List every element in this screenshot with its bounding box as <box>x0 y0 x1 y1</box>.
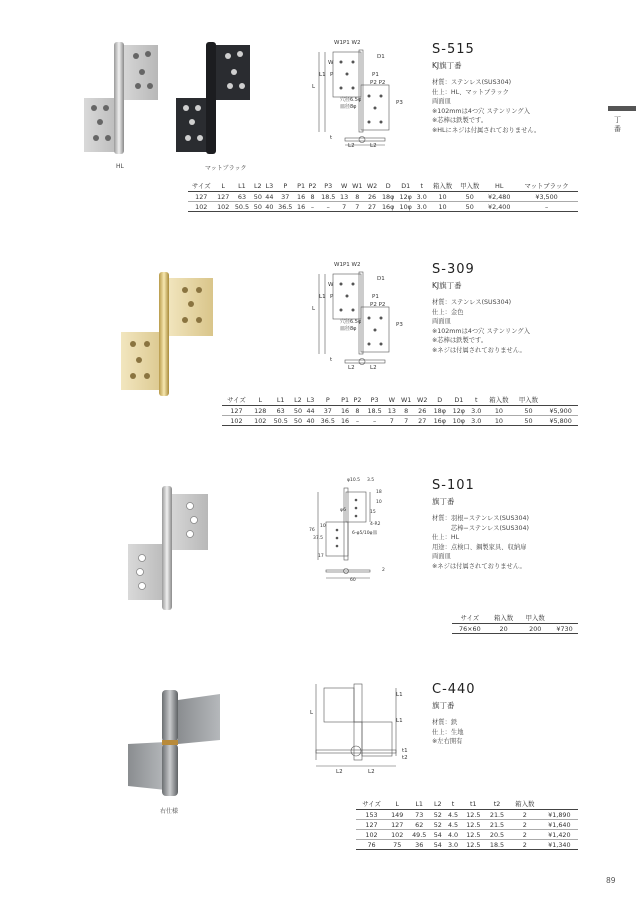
table-cell: 62 <box>407 820 431 830</box>
s309-product-name: KJ旗丁番 <box>432 281 462 290</box>
table-cell: 127 <box>387 820 407 830</box>
table-header: L3 <box>304 394 317 406</box>
table-cell: 16 <box>339 406 352 416</box>
table-cell: 18.5 <box>364 406 386 416</box>
s515-dim-w1p1w2: W1P1 W2 <box>334 40 361 46</box>
table-header: D <box>430 394 449 406</box>
table-cell: ¥1,340 <box>541 840 578 850</box>
table-row <box>188 202 578 212</box>
s309-product-code: S-309 <box>432 262 475 277</box>
table-cell: 44 <box>304 406 317 416</box>
s101-dim-35: 3.5 <box>367 478 375 483</box>
c440-product-name: 旗丁番 <box>432 701 455 710</box>
table-row <box>356 840 578 850</box>
table-header: t <box>445 798 462 810</box>
table-cell: 44 <box>265 192 274 201</box>
s309-dim-p3: P3 <box>396 322 403 328</box>
s515-dim-p3: P3 <box>396 100 403 106</box>
table-cell: 40 <box>304 416 317 426</box>
table-cell: 18φ <box>430 406 449 416</box>
table-cell: 50 <box>292 406 305 416</box>
table-cell: 3.0 <box>414 192 428 202</box>
s515-dim-p: P <box>330 72 334 78</box>
table-cell: 10 <box>429 202 456 212</box>
table-header: 箱入数 <box>488 612 520 624</box>
table-cell: 50 <box>514 416 544 426</box>
table-cell: 52 <box>431 820 445 830</box>
s515-price-table <box>188 180 578 212</box>
s101-dim-d105: φ10.5 <box>347 478 360 483</box>
sidebar-tab-label: 丁番 <box>614 116 621 133</box>
table-header: P3 <box>364 394 386 406</box>
table-header: P3 <box>318 180 338 192</box>
table-cell: ¥1,420 <box>541 830 578 840</box>
table-cell: – <box>351 416 363 426</box>
s515-technical-drawing <box>315 40 415 150</box>
table-cell: 10 <box>429 192 456 202</box>
table-cell: 49.5 <box>407 830 431 840</box>
table-cell: 127 <box>188 192 215 202</box>
table-cell: ¥3,500 <box>515 192 578 202</box>
table-cell: 8 <box>398 406 414 416</box>
table-header: P2 <box>351 394 363 406</box>
s309-gold-hinge-photo <box>115 270 225 400</box>
s309-dim-hole: 穴径6.5φ <box>340 319 362 325</box>
table-header-row <box>452 612 578 624</box>
s101-dim-d6: φ6 <box>340 508 346 513</box>
table-cell: 76×60 <box>452 624 488 634</box>
table-header: P <box>317 394 339 406</box>
table-row <box>188 192 578 202</box>
table-header: L2 <box>431 798 445 810</box>
table-row <box>356 830 578 840</box>
c440-specs <box>432 718 463 747</box>
s101-dim-10b: 10 <box>376 500 382 505</box>
table-cell: 18.5 <box>485 840 509 850</box>
table-cell: 2 <box>509 830 541 840</box>
c440-dim-l1b: L1 <box>396 718 403 724</box>
s309-spec-line: 仕上：金色 <box>432 308 464 316</box>
s101-steel-hinge-photo <box>118 484 218 614</box>
table-cell: 102 <box>215 202 232 212</box>
table-cell: 7 <box>398 416 414 426</box>
table-header: D1 <box>449 394 468 406</box>
table-cell: 50 <box>456 192 483 202</box>
table-cell: 8 <box>350 192 365 202</box>
table-cell: 3.0 <box>414 202 428 212</box>
table-cell: 16 <box>297 202 306 211</box>
c440-technical-drawing <box>310 680 410 780</box>
s101-dim-10a: 10 <box>320 524 326 529</box>
s515-specs <box>432 78 540 135</box>
s309-specs <box>432 298 530 355</box>
table-header: L2 <box>292 394 305 406</box>
table-cell: 4.0 <box>445 830 462 840</box>
table-header: P1 <box>297 181 306 190</box>
table-header: D1 <box>397 180 415 192</box>
s309-dim-l2b: L2 <box>370 365 377 371</box>
s515-spec-line: ※芯棒は鉄製です。 <box>432 117 488 124</box>
s309-spec-line: 両面皿 <box>432 318 451 325</box>
s515-black-hinge-photo <box>172 40 262 160</box>
s101-product-name: 旗丁番 <box>432 497 455 506</box>
s101-spec-line: 用途：点検口、鋼製家具、収納扉 <box>432 543 527 551</box>
c440-iron-hinge-photo <box>120 686 230 801</box>
table-header: W <box>386 394 399 406</box>
table-cell: 153 <box>356 810 387 820</box>
table-cell: 36.5 <box>275 202 295 212</box>
s101-dim-holes: 4-R2 <box>370 522 381 527</box>
table-cell: 12.5 <box>461 810 485 820</box>
c440-dim-l2b: L2 <box>368 769 375 775</box>
table-header: t <box>414 180 428 192</box>
s515-dim-t: t <box>330 135 333 141</box>
table-cell: ¥5,900 <box>543 406 578 416</box>
table-cell: 37 <box>317 406 339 416</box>
table-cell: 50 <box>253 202 262 211</box>
table-cell: – <box>307 202 318 212</box>
table-cell: 127 <box>222 406 251 416</box>
table-cell: 27 <box>414 416 430 426</box>
table-header: 甲入数 <box>456 180 483 192</box>
table-header-row <box>222 394 578 406</box>
table-cell: 36 <box>407 840 431 850</box>
c440-dim-l: L <box>310 710 314 716</box>
table-cell: 50.5 <box>270 416 292 426</box>
s309-dim-w: W <box>328 282 334 288</box>
table-cell: 10 <box>484 416 514 426</box>
table-header: L <box>387 798 407 810</box>
s101-dim-60: 60 <box>350 578 356 583</box>
table-cell: 102 <box>251 416 270 426</box>
s101-spec-line: 両面皿 <box>432 553 451 560</box>
table-cell: 18φ <box>379 192 397 202</box>
table-cell: 10φ <box>397 202 415 212</box>
table-cell: 12φ <box>397 192 415 202</box>
table-header: t2 <box>485 798 509 810</box>
s515-spec-line: ※102mmは4つ穴 ステンリング入 <box>432 107 530 115</box>
s309-dim-sara: 皿径8φ <box>340 326 357 332</box>
table-cell: 8 <box>351 406 363 416</box>
c440-dim-t1: t1 <box>402 748 408 754</box>
table-cell: 102 <box>387 830 407 840</box>
s515-dim-d1: D1 <box>377 54 385 60</box>
s515-spec-line: 仕上：HL、マットブラック <box>432 88 509 96</box>
table-cell: 13 <box>386 406 399 416</box>
s515-dim-p2: P2 P2 <box>370 80 386 86</box>
table-cell: 21.5 <box>485 810 509 820</box>
s515-dim-l2b: L2 <box>370 143 377 149</box>
table-header: 箱入数 <box>429 180 456 192</box>
table-cell: 16 <box>297 192 306 201</box>
sidebar-tab-bar <box>608 106 636 111</box>
s101-dim-17: 17 <box>318 554 324 559</box>
table-cell: 16φ <box>430 416 449 426</box>
page-number: 89 <box>606 876 616 885</box>
table-cell: 18.5 <box>318 192 338 202</box>
s309-technical-drawing <box>315 262 415 372</box>
s309-spec-line: ※芯棒は鉄製です。 <box>432 337 488 344</box>
s101-spec-line: ※ネジは付属されておりません。 <box>432 562 526 570</box>
s515-spec-line: 材質：ステンレス(SUS304) <box>432 79 512 86</box>
s515-spec-line: 両面皿 <box>432 98 451 105</box>
table-row <box>222 416 578 426</box>
table-cell: 7 <box>338 202 350 212</box>
s515-dim-w: W <box>328 60 334 66</box>
table-cell: 127 <box>215 192 232 202</box>
table-cell: 10 <box>484 406 514 416</box>
s101-dim-76: 76 <box>309 528 315 533</box>
table-cell: – <box>318 202 338 212</box>
table-cell: 40 <box>265 202 274 211</box>
table-header: サイズ <box>452 612 488 624</box>
table-cell: – <box>515 202 578 212</box>
table-cell: 4.5 <box>445 820 462 830</box>
table-header: L1 <box>232 180 252 192</box>
table-cell: 52 <box>431 810 445 820</box>
table-header: サイズ <box>188 180 215 192</box>
table-cell: 10φ <box>449 416 468 426</box>
s101-dim-375: 37.5 <box>313 536 324 541</box>
table-cell: 12.5 <box>461 830 485 840</box>
s101-spec-line: 材質：羽根−ステンレス(SUS304) <box>432 515 529 522</box>
table-header: D <box>379 180 397 192</box>
table-cell: 128 <box>251 406 270 416</box>
s309-spec-line: ※102mmは4つ穴 ステンリング入 <box>432 327 530 335</box>
table-cell: 37 <box>275 192 295 202</box>
table-cell: 63 <box>232 192 252 202</box>
s515-spec-line: ※HLにネジは付属されておりません。 <box>432 126 541 134</box>
s309-dim-p1: P1 <box>372 294 379 300</box>
table-header: t <box>468 394 484 406</box>
table-cell: 200 <box>519 624 551 634</box>
table-cell: 102 <box>188 202 215 212</box>
table-cell: 149 <box>387 810 407 820</box>
table-row <box>356 810 578 820</box>
table-header: t1 <box>461 798 485 810</box>
s309-spec-line: 材質：ステンレス(SUS304) <box>432 299 512 306</box>
table-header-row <box>356 798 578 810</box>
table-cell: 26 <box>365 192 380 202</box>
s101-spec-line: 芯棒−ステンレス(SUS304) <box>432 524 529 532</box>
table-cell: 73 <box>407 810 431 820</box>
table-cell: 50 <box>514 406 544 416</box>
c440-spec-line: 材質：鉄 <box>432 719 458 726</box>
s309-price-table <box>222 394 578 426</box>
table-header: サイズ <box>222 394 251 406</box>
c440-spec-line: 仕上：生地 <box>432 728 464 736</box>
table-cell: 8 <box>307 192 318 202</box>
table-cell: 63 <box>270 406 292 416</box>
table-header: P1 <box>339 394 352 406</box>
table-header: L2 <box>254 181 262 190</box>
s309-dim-w1p1w2: W1P1 W2 <box>334 262 361 268</box>
s309-dim-d1: D1 <box>377 276 385 282</box>
table-header: サイズ <box>356 798 387 810</box>
c440-price-table <box>356 798 578 850</box>
table-cell: 20 <box>488 624 520 634</box>
s101-dim-sara: 6-φ5/10φ皿 <box>352 531 378 536</box>
table-header: W <box>338 180 350 192</box>
table-header: W2 <box>414 394 430 406</box>
table-cell: 36.5 <box>317 416 339 426</box>
s309-dim-p2: P2 P2 <box>370 302 386 308</box>
s309-dim-l2: L2 <box>348 365 355 371</box>
table-cell: 50 <box>292 416 305 426</box>
s515-caption-black: マットブラック <box>205 165 247 172</box>
s515-dim-p1: P1 <box>372 72 379 78</box>
s101-dim-2: 2 <box>382 568 385 573</box>
table-header: L3 <box>265 181 274 190</box>
table-cell: 3.0 <box>445 840 462 850</box>
table-cell: 12.5 <box>461 820 485 830</box>
table-header-row <box>188 180 578 192</box>
table-cell: 20.5 <box>485 830 509 840</box>
table-cell: 2 <box>509 810 541 820</box>
c440-dim-t2: t2 <box>402 755 408 761</box>
table-cell: 50 <box>456 202 483 212</box>
table-row <box>356 820 578 830</box>
table-cell: 16φ <box>379 202 397 212</box>
s515-caption-hl: HL <box>116 163 124 170</box>
table-cell: ¥5,800 <box>543 416 578 426</box>
table-cell: 50.5 <box>232 202 252 212</box>
c440-caption: 右仕様 <box>160 808 179 815</box>
s309-dim-p: P <box>330 294 334 300</box>
s515-dim-hole: 穴径6.5φ <box>340 97 362 103</box>
table-cell: 54 <box>431 840 445 850</box>
c440-product-code: C-440 <box>432 682 476 697</box>
s515-dim-sara: 皿径8φ <box>340 104 357 110</box>
table-cell: ¥2,480 <box>483 192 515 202</box>
table-cell: 21.5 <box>485 820 509 830</box>
table-cell: 7 <box>386 416 399 426</box>
table-cell: 75 <box>387 840 407 850</box>
s101-product-code: S-101 <box>432 478 475 493</box>
table-cell: – <box>364 416 386 426</box>
s101-spec-line: 仕上：HL <box>432 534 460 541</box>
table-header: マットブラック <box>515 180 578 192</box>
table-cell: 12.5 <box>461 840 485 850</box>
table-header: W1 <box>350 180 365 192</box>
table-row <box>452 624 578 634</box>
table-cell: 26 <box>414 406 430 416</box>
s309-spec-line: ※ネジは付属されておりません。 <box>432 346 526 354</box>
table-header: HL <box>483 180 515 192</box>
table-cell: 50 <box>253 192 262 201</box>
table-cell: 54 <box>431 830 445 840</box>
table-cell: 4.5 <box>445 810 462 820</box>
table-header: W1 <box>398 394 414 406</box>
c440-spec-line: ※左右開有 <box>432 738 463 745</box>
table-header: 箱入数 <box>484 394 514 406</box>
table-row <box>222 406 578 416</box>
table-cell: ¥730 <box>551 624 578 634</box>
table-header: 箱入数 <box>509 798 541 810</box>
s515-product-code: S-515 <box>432 42 475 57</box>
table-cell: ¥2,400 <box>483 202 515 212</box>
table-header: 甲入数 <box>519 612 551 624</box>
s309-dim-l: L <box>312 306 316 312</box>
s101-specs <box>432 514 529 571</box>
table-header: L1 <box>407 798 431 810</box>
table-header: W2 <box>365 180 380 192</box>
table-header: 甲入数 <box>514 394 544 406</box>
table-header: L <box>251 394 270 406</box>
c440-dim-l2: L2 <box>336 769 343 775</box>
table-header: P2 <box>308 181 317 190</box>
table-cell: 102 <box>356 830 387 840</box>
s101-price-table <box>452 612 578 634</box>
table-cell: 3.0 <box>468 416 484 426</box>
table-header: L1 <box>270 394 292 406</box>
s515-dim-l: L <box>312 84 316 90</box>
table-header <box>541 798 578 810</box>
table-cell: 2 <box>509 820 541 830</box>
table-cell: 27 <box>365 202 380 212</box>
table-header: P <box>275 180 295 192</box>
s515-hl-hinge-photo <box>80 40 170 160</box>
table-header <box>551 612 578 624</box>
table-cell: 13 <box>340 192 349 201</box>
table-cell: 7 <box>350 202 365 212</box>
c440-dim-l1: L1 <box>396 692 403 698</box>
table-cell: 16 <box>339 416 352 426</box>
table-header <box>543 394 578 406</box>
s515-dim-l2: L2 <box>348 143 355 149</box>
table-cell: 127 <box>356 820 387 830</box>
s101-dim-18: 18 <box>376 490 382 495</box>
table-cell: ¥1,890 <box>541 810 578 820</box>
table-cell: 12φ <box>449 406 468 416</box>
s515-dim-l1: L1 <box>319 72 326 78</box>
table-header: L <box>215 180 232 192</box>
s101-dim-15: 15 <box>370 510 376 515</box>
table-cell: 2 <box>509 840 541 850</box>
s309-dim-t: t <box>330 357 333 363</box>
table-cell: 76 <box>356 840 387 850</box>
table-cell: ¥1,640 <box>541 820 578 830</box>
s309-dim-l1: L1 <box>319 294 326 300</box>
table-cell: 102 <box>222 416 251 426</box>
s515-product-name: KJ旗丁番 <box>432 61 462 70</box>
table-cell: 3.0 <box>468 406 484 416</box>
